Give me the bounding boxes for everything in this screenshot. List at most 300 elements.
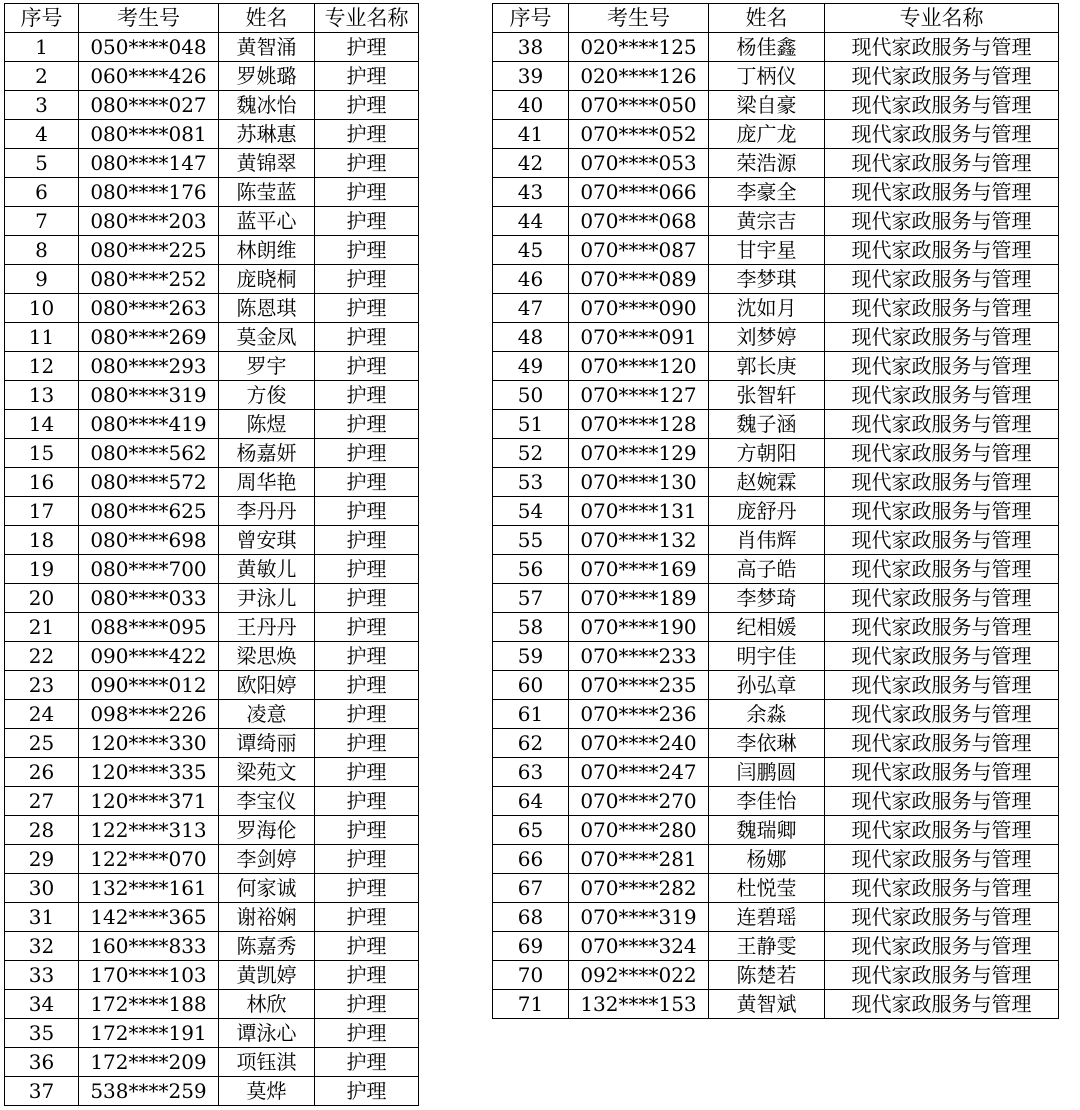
cell-index: 27 [5,787,79,816]
cell-major: 现代家政服务与管理 [825,642,1059,671]
cell-name: 陈煜 [219,410,315,439]
table-row [493,845,1059,874]
cell-exam-id: 070****090 [569,294,709,323]
table-row [5,903,419,932]
cell-index: 3 [5,91,79,120]
cell-index: 67 [493,874,569,903]
table-row [5,497,419,526]
table-row [5,700,419,729]
cell-major: 护理 [315,1077,419,1106]
cell-exam-id: 080****625 [79,497,219,526]
cell-index: 30 [5,874,79,903]
table-row [493,410,1059,439]
cell-major: 护理 [315,816,419,845]
table-row [493,787,1059,816]
cell-exam-id: 070****087 [569,236,709,265]
cell-index: 15 [5,439,79,468]
cell-index: 66 [493,845,569,874]
cell-exam-id: 080****293 [79,352,219,381]
cell-name: 魏冰怡 [219,91,315,120]
cell-major: 护理 [315,845,419,874]
cell-index: 18 [5,526,79,555]
cell-name: 余淼 [709,700,825,729]
cell-index: 2 [5,62,79,91]
table-row [493,91,1059,120]
cell-major: 护理 [315,671,419,700]
table-row [493,468,1059,497]
table-row [5,352,419,381]
cell-index: 31 [5,903,79,932]
cell-major: 护理 [315,932,419,961]
cell-major: 现代家政服务与管理 [825,352,1059,381]
table-row [5,642,419,671]
cell-exam-id: 132****161 [79,874,219,903]
cell-index: 29 [5,845,79,874]
table-row [5,729,419,758]
table-row [5,323,419,352]
header-name: 姓名 [219,4,315,33]
cell-exam-id: 090****012 [79,671,219,700]
table-row [5,294,419,323]
cell-name: 梁苑文 [219,758,315,787]
table-row [493,526,1059,555]
cell-major: 现代家政服务与管理 [825,468,1059,497]
cell-index: 43 [493,178,569,207]
cell-exam-id: 080****319 [79,381,219,410]
cell-index: 38 [493,33,569,62]
cell-major: 现代家政服务与管理 [825,845,1059,874]
cell-name: 谢裕娴 [219,903,315,932]
cell-exam-id: 080****027 [79,91,219,120]
table-row [5,33,419,62]
cell-name: 甘宇星 [709,236,825,265]
cell-name: 莫烨 [219,1077,315,1106]
cell-major: 护理 [315,584,419,613]
cell-name: 杨佳鑫 [709,33,825,62]
cell-name: 高子皓 [709,555,825,584]
cell-index: 37 [5,1077,79,1106]
cell-name: 凌意 [219,700,315,729]
cell-major: 护理 [315,990,419,1019]
cell-index: 54 [493,497,569,526]
roster-table-left-body [5,4,419,1106]
cell-name: 荣浩源 [709,149,825,178]
cell-name: 王静雯 [709,932,825,961]
table-row [493,700,1059,729]
cell-index: 41 [493,120,569,149]
table-row [5,787,419,816]
table-row [5,1019,419,1048]
cell-major: 护理 [315,352,419,381]
cell-index: 24 [5,700,79,729]
cell-name: 黄智涌 [219,33,315,62]
cell-major: 现代家政服务与管理 [825,439,1059,468]
cell-major: 护理 [315,323,419,352]
table-row [493,62,1059,91]
table-row [493,758,1059,787]
table-row [493,932,1059,961]
table-row [493,961,1059,990]
cell-name: 黄宗吉 [709,207,825,236]
cell-index: 33 [5,961,79,990]
table-row [493,439,1059,468]
cell-major: 现代家政服务与管理 [825,700,1059,729]
cell-name: 庞晓桐 [219,265,315,294]
cell-name: 纪相媛 [709,613,825,642]
cell-name: 庞广龙 [709,120,825,149]
cell-index: 13 [5,381,79,410]
cell-exam-id: 070****091 [569,323,709,352]
table-row [5,845,419,874]
table-row [5,439,419,468]
cell-major: 现代家政服务与管理 [825,265,1059,294]
cell-exam-id: 132****153 [569,990,709,1019]
cell-exam-id: 070****129 [569,439,709,468]
cell-name: 李剑婷 [219,845,315,874]
table-row [493,33,1059,62]
cell-major: 现代家政服务与管理 [825,758,1059,787]
cell-name: 欧阳婷 [219,671,315,700]
table-row [5,874,419,903]
cell-name: 陈恩琪 [219,294,315,323]
cell-name: 李梦琪 [709,265,825,294]
cell-major: 护理 [315,265,419,294]
cell-exam-id: 070****052 [569,120,709,149]
cell-name: 陈莹蓝 [219,178,315,207]
cell-exam-id: 070****189 [569,584,709,613]
cell-major: 现代家政服务与管理 [825,526,1059,555]
table-row [5,62,419,91]
cell-major: 现代家政服务与管理 [825,990,1059,1019]
table-row [493,990,1059,1019]
table-row [493,178,1059,207]
cell-major: 现代家政服务与管理 [825,555,1059,584]
cell-index: 68 [493,903,569,932]
cell-name: 庞舒丹 [709,497,825,526]
table-row [493,323,1059,352]
cell-name: 尹泳儿 [219,584,315,613]
cell-index: 40 [493,91,569,120]
cell-exam-id: 070****319 [569,903,709,932]
cell-exam-id: 070****127 [569,381,709,410]
cell-exam-id: 090****422 [79,642,219,671]
cell-exam-id: 070****235 [569,671,709,700]
cell-exam-id: 080****263 [79,294,219,323]
cell-exam-id: 080****081 [79,120,219,149]
cell-major: 现代家政服务与管理 [825,671,1059,700]
table-row [493,642,1059,671]
cell-exam-id: 070****324 [569,932,709,961]
cell-index: 42 [493,149,569,178]
cell-index: 39 [493,62,569,91]
cell-major: 护理 [315,758,419,787]
cell-name: 明宇佳 [709,642,825,671]
cell-index: 8 [5,236,79,265]
cell-exam-id: 080****203 [79,207,219,236]
table-row [5,410,419,439]
cell-index: 9 [5,265,79,294]
header-major: 专业名称 [315,4,419,33]
table-row [493,816,1059,845]
cell-index: 63 [493,758,569,787]
cell-major: 现代家政服务与管理 [825,149,1059,178]
cell-name: 苏琳惠 [219,120,315,149]
cell-index: 64 [493,787,569,816]
cell-exam-id: 092****022 [569,961,709,990]
cell-name: 罗海伦 [219,816,315,845]
cell-major: 现代家政服务与管理 [825,236,1059,265]
cell-index: 49 [493,352,569,381]
table-row [5,1077,419,1106]
cell-exam-id: 120****371 [79,787,219,816]
cell-name: 项钰淇 [219,1048,315,1077]
cell-exam-id: 020****126 [569,62,709,91]
cell-exam-id: 080****147 [79,149,219,178]
cell-name: 黄锦翠 [219,149,315,178]
cell-name: 杨嘉妍 [219,439,315,468]
cell-name: 罗宇 [219,352,315,381]
cell-major: 护理 [315,555,419,584]
cell-major: 护理 [315,1019,419,1048]
cell-major: 护理 [315,787,419,816]
cell-exam-id: 070****130 [569,468,709,497]
table-row [5,555,419,584]
cell-name: 陈嘉秀 [219,932,315,961]
header-name: 姓名 [709,4,825,33]
cell-major: 现代家政服务与管理 [825,874,1059,903]
cell-exam-id: 070****050 [569,91,709,120]
table-row [5,932,419,961]
cell-name: 李依琳 [709,729,825,758]
cell-index: 55 [493,526,569,555]
cell-major: 护理 [315,729,419,758]
cell-index: 22 [5,642,79,671]
cell-name: 王丹丹 [219,613,315,642]
cell-index: 69 [493,932,569,961]
cell-index: 45 [493,236,569,265]
cell-exam-id: 122****070 [79,845,219,874]
cell-index: 60 [493,671,569,700]
cell-name: 肖伟辉 [709,526,825,555]
table-row [493,671,1059,700]
cell-major: 现代家政服务与管理 [825,207,1059,236]
cell-exam-id: 538****259 [79,1077,219,1106]
cell-major: 护理 [315,497,419,526]
cell-major: 护理 [315,207,419,236]
cell-major: 现代家政服务与管理 [825,961,1059,990]
table-row [5,961,419,990]
cell-exam-id: 080****252 [79,265,219,294]
table-row [493,903,1059,932]
cell-index: 52 [493,439,569,468]
table-row [493,265,1059,294]
table-row [493,294,1059,323]
cell-name: 方俊 [219,381,315,410]
cell-exam-id: 172****188 [79,990,219,1019]
cell-exam-id: 160****833 [79,932,219,961]
cell-exam-id: 088****095 [79,613,219,642]
cell-major: 护理 [315,468,419,497]
cell-name: 李丹丹 [219,497,315,526]
cell-name: 魏瑞卿 [709,816,825,845]
cell-name: 魏子涵 [709,410,825,439]
table-row [493,207,1059,236]
cell-exam-id: 070****282 [569,874,709,903]
cell-exam-id: 070****233 [569,642,709,671]
cell-name: 郭长庚 [709,352,825,381]
cell-name: 梁思焕 [219,642,315,671]
cell-index: 57 [493,584,569,613]
cell-major: 护理 [315,149,419,178]
cell-exam-id: 070****236 [569,700,709,729]
cell-exam-id: 070****270 [569,787,709,816]
cell-major: 护理 [315,120,419,149]
cell-index: 23 [5,671,79,700]
cell-index: 5 [5,149,79,178]
cell-exam-id: 070****089 [569,265,709,294]
table-row [5,758,419,787]
cell-major: 护理 [315,91,419,120]
cell-name: 赵婉霖 [709,468,825,497]
cell-name: 梁自豪 [709,91,825,120]
cell-name: 李佳怡 [709,787,825,816]
table-row [5,584,419,613]
cell-index: 12 [5,352,79,381]
cell-exam-id: 080****269 [79,323,219,352]
cell-exam-id: 080****419 [79,410,219,439]
cell-major: 现代家政服务与管理 [825,120,1059,149]
cell-major: 现代家政服务与管理 [825,33,1059,62]
cell-index: 47 [493,294,569,323]
cell-name: 周华艳 [219,468,315,497]
roster-table-left [4,3,419,1106]
cell-major: 现代家政服务与管理 [825,584,1059,613]
cell-exam-id: 170****103 [79,961,219,990]
cell-major: 护理 [315,178,419,207]
cell-index: 44 [493,207,569,236]
cell-name: 林欣 [219,990,315,1019]
cell-index: 19 [5,555,79,584]
cell-index: 48 [493,323,569,352]
cell-exam-id: 142****365 [79,903,219,932]
cell-exam-id: 070****169 [569,555,709,584]
cell-exam-id: 080****700 [79,555,219,584]
cell-major: 护理 [315,700,419,729]
table-row [493,555,1059,584]
table-row [5,178,419,207]
cell-exam-id: 080****572 [79,468,219,497]
cell-major: 护理 [315,874,419,903]
header-exam-id: 考生号 [569,4,709,33]
cell-major: 现代家政服务与管理 [825,178,1059,207]
cell-name: 张智轩 [709,381,825,410]
cell-major: 护理 [315,439,419,468]
cell-major: 现代家政服务与管理 [825,294,1059,323]
cell-index: 51 [493,410,569,439]
cell-exam-id: 122****313 [79,816,219,845]
header-index: 序号 [493,4,569,33]
cell-name: 黄凯婷 [219,961,315,990]
cell-index: 46 [493,265,569,294]
cell-name: 李梦琦 [709,584,825,613]
cell-major: 现代家政服务与管理 [825,932,1059,961]
cell-index: 65 [493,816,569,845]
cell-exam-id: 070****128 [569,410,709,439]
cell-index: 71 [493,990,569,1019]
cell-major: 护理 [315,294,419,323]
cell-major: 现代家政服务与管理 [825,497,1059,526]
cell-index: 61 [493,700,569,729]
cell-index: 17 [5,497,79,526]
cell-exam-id: 070****190 [569,613,709,642]
table-row [493,729,1059,758]
roster-table-right [492,3,1059,1019]
table-row [5,120,419,149]
header-index: 序号 [5,4,79,33]
cell-index: 56 [493,555,569,584]
header-exam-id: 考生号 [79,4,219,33]
cell-major: 护理 [315,381,419,410]
table-row [493,120,1059,149]
table-row [493,352,1059,381]
cell-major: 护理 [315,410,419,439]
cell-major: 现代家政服务与管理 [825,410,1059,439]
cell-major: 现代家政服务与管理 [825,613,1059,642]
header-major: 专业名称 [825,4,1059,33]
cell-exam-id: 070****280 [569,816,709,845]
cell-name: 黄敏儿 [219,555,315,584]
cell-index: 1 [5,33,79,62]
header-row [5,4,419,33]
cell-name: 谭绮丽 [219,729,315,758]
cell-major: 现代家政服务与管理 [825,91,1059,120]
table-row [5,816,419,845]
cell-name: 李宝仪 [219,787,315,816]
cell-name: 曾安琪 [219,526,315,555]
cell-exam-id: 070****053 [569,149,709,178]
cell-exam-id: 070****068 [569,207,709,236]
cell-major: 现代家政服务与管理 [825,381,1059,410]
table-row [493,874,1059,903]
cell-name: 杨娜 [709,845,825,874]
cell-index: 28 [5,816,79,845]
cell-major: 护理 [315,236,419,265]
cell-index: 59 [493,642,569,671]
cell-exam-id: 060****426 [79,62,219,91]
cell-name: 林朗维 [219,236,315,265]
cell-major: 护理 [315,961,419,990]
cell-exam-id: 172****191 [79,1019,219,1048]
cell-index: 7 [5,207,79,236]
table-row [5,613,419,642]
table-row [493,497,1059,526]
cell-index: 32 [5,932,79,961]
cell-index: 21 [5,613,79,642]
cell-major: 护理 [315,33,419,62]
cell-name: 李豪全 [709,178,825,207]
cell-exam-id: 098****226 [79,700,219,729]
cell-index: 62 [493,729,569,758]
cell-index: 53 [493,468,569,497]
table-row [493,236,1059,265]
table-row [493,381,1059,410]
cell-exam-id: 080****176 [79,178,219,207]
cell-major: 护理 [315,526,419,555]
cell-exam-id: 080****562 [79,439,219,468]
cell-name: 刘梦婷 [709,323,825,352]
table-row [5,468,419,497]
cell-exam-id: 070****132 [569,526,709,555]
